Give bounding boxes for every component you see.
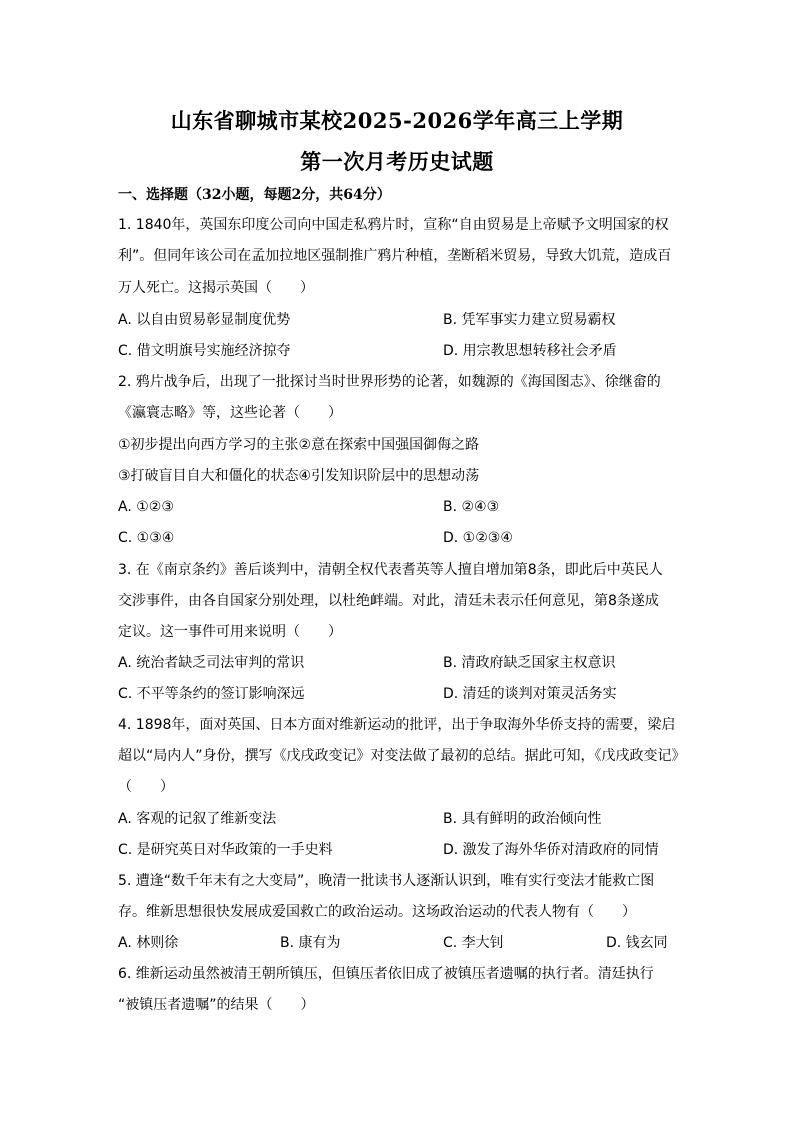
question-1-line-2: 利”。但同年该公司在孟加拉地区强制推广鸦片种植，垄断稻米贸易，导致大饥荒，造成百 — [118, 248, 672, 264]
question-3-line-3: 定议。这一事件可用来说明（ ） — [118, 624, 342, 640]
question-3-option-c[interactable]: C. 不平等条约的签订影响深远 — [118, 686, 305, 702]
exam-title-line1: 山东省聊城市某校2025-2026学年高三上学期 — [170, 108, 624, 133]
question-3-option-b[interactable]: B. 清政府缺乏国家主权意识 — [443, 655, 616, 671]
question-5-line-1: 5. 遭逢“数千年未有之大变局”，晚清一批读书人逐渐认识到，唯有实行变法才能救亡图 — [118, 873, 655, 889]
question-2-line-1: 2. 鸦片战争后，出现了一批探讨当时世界形势的论著，如魏源的《海国图志》、徐继畲的 — [118, 374, 661, 390]
section-heading: 一、选择题（32小题，每题2分，共64分） — [118, 187, 391, 203]
question-4-option-d[interactable]: D. 激发了海外华侨对清政府的同情 — [443, 842, 659, 858]
question-4-line-3: （ ） — [118, 779, 174, 795]
question-1-option-b[interactable]: B. 凭军事实力建立贸易霸权 — [443, 312, 616, 328]
question-5-option-a[interactable]: A. 林则徐 — [118, 935, 179, 951]
question-3-line-2: 交涉事件，由各自国家分别处理，以杜绝衅端。对此，清廷未表示任何意见，第8条遂成 — [118, 593, 659, 609]
question-2-line-4: ③打破盲目自大和僵化的状态④引发知识阶层中的思想动荡 — [118, 468, 480, 484]
question-6-line-2: “被镇压者遗嘱”的结果（ ） — [118, 997, 315, 1013]
question-5-option-c[interactable]: C. 李大钊 — [443, 935, 504, 951]
exam-title-line2: 第一次月考历史试题 — [300, 149, 494, 174]
question-1-line-3: 万人死亡。这揭示英国（ ） — [118, 280, 314, 296]
question-1-option-c[interactable]: C. 借文明旗号实施经济掠夺 — [118, 343, 291, 359]
question-1-option-d[interactable]: D. 用宗教思想转移社会矛盾 — [443, 343, 617, 359]
question-4-line-2: 超以“局内人”身份，撰写《戊戌政变记》对变法做了最初的总结。据此可知，《戊戌政变记》 — [118, 748, 686, 764]
question-1-option-a[interactable]: A. 以自由贸易彰显制度优势 — [118, 312, 291, 328]
question-2-option-a[interactable]: A. ①②③ — [118, 499, 174, 515]
question-4-line-1: 4. 1898年，面对英国、日本方面对维新运动的批评，出于争取海外华侨支持的需要，梁启 — [118, 717, 676, 733]
question-1-line-1: 1. 1840年，英国东印度公司向中国走私鸦片时，宣称“自由贸易是上帝赋予文明国家的权 — [118, 217, 669, 233]
question-2-option-c[interactable]: C. ①③④ — [118, 530, 175, 546]
question-4-option-c[interactable]: C. 是研究英日对华政策的一手史料 — [118, 842, 333, 858]
question-6-line-1: 6. 维新运动虽然被清王朝所镇压，但镇压者依旧成了被镇压者遗嘱的执行者。清廷执行 — [118, 966, 654, 982]
question-2-line-2: 《瀛寰志略》等，这些论著（ ） — [118, 405, 342, 421]
question-5-option-b[interactable]: B. 康有为 — [280, 935, 341, 951]
question-3-option-a[interactable]: A. 统治者缺乏司法审判的常识 — [118, 655, 305, 671]
question-3-line-1: 3. 在《南京条约》善后谈判中，清朝全权代表耆英等人擅自增加第8条，即此后中英民人 — [118, 562, 663, 578]
question-3-option-d[interactable]: D. 清廷的谈判对策灵活务实 — [443, 686, 617, 702]
question-2-option-b[interactable]: B. ②④③ — [443, 499, 500, 515]
question-5-option-d[interactable]: D. 钱玄同 — [606, 935, 668, 951]
question-2-option-d[interactable]: D. ①②③④ — [443, 530, 513, 546]
question-4-option-b[interactable]: B. 具有鲜明的政治倾向性 — [443, 811, 602, 827]
question-5-line-2: 存。维新思想很快发展成爱国救亡的政治运动。这场政治运动的代表人物有（ ） — [118, 904, 636, 920]
question-4-option-a[interactable]: A. 客观的记叙了维新变法 — [118, 811, 277, 827]
question-2-line-3: ①初步提出向西方学习的主张②意在探索中国强国御侮之路 — [118, 437, 480, 453]
